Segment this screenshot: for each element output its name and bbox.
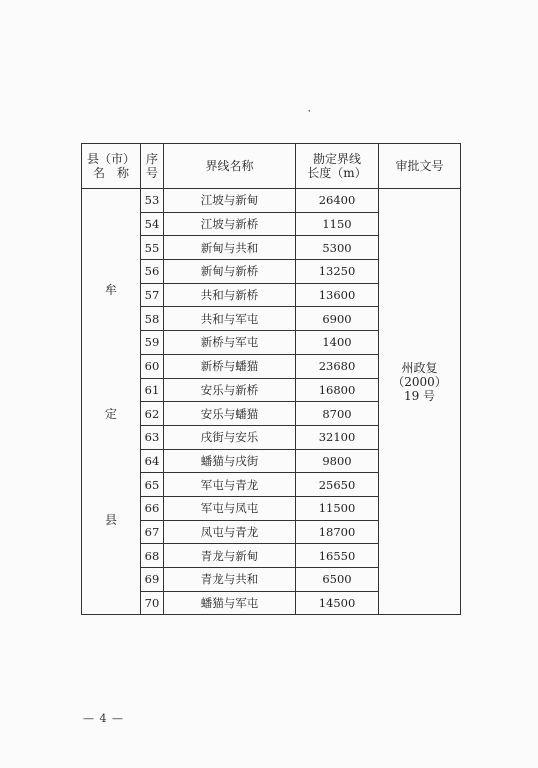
boundary-name-cell: 凤屯与青龙 (164, 520, 296, 544)
header-boundary-name: 界线名称 (164, 144, 296, 189)
boundary-name-cell: 新桥与蟠猫 (164, 354, 296, 378)
boundary-name-cell: 青龙与共和 (164, 568, 296, 592)
table-row (82, 189, 461, 213)
seq-cell: 60 (141, 354, 164, 378)
length-cell: 23680 (296, 354, 379, 378)
seq-cell: 56 (141, 260, 164, 284)
county-name-cell (82, 189, 141, 615)
boundary-table (81, 143, 461, 615)
county-char: 县 (104, 513, 117, 527)
length-cell: 6500 (296, 568, 379, 592)
scan-mark: ꞏ (308, 107, 311, 117)
length-cell: 5300 (296, 236, 379, 260)
header-length: 勘定界线 长度（m） (296, 144, 379, 189)
boundary-name-cell: 戌街与安乐 (164, 425, 296, 449)
approval-line: 19 号 (403, 388, 436, 403)
seq-cell: 55 (141, 236, 164, 260)
seq-cell: 70 (141, 591, 164, 615)
boundary-name-cell: 蟠猫与戌街 (164, 449, 296, 473)
length-cell: 11500 (296, 496, 379, 520)
header-seq: 序 号 (141, 144, 164, 189)
table-body (82, 189, 461, 615)
length-cell: 1400 (296, 331, 379, 355)
length-cell: 6900 (296, 307, 379, 331)
seq-cell: 66 (141, 496, 164, 520)
length-cell: 14500 (296, 591, 379, 615)
seq-cell: 64 (141, 449, 164, 473)
approval-line: （2000） (392, 374, 447, 389)
length-cell: 25650 (296, 473, 379, 497)
seq-cell: 62 (141, 402, 164, 426)
approval-line: 州政复 (401, 360, 438, 375)
boundary-name-cell: 蟠猫与军屯 (164, 591, 296, 615)
seq-cell: 69 (141, 568, 164, 592)
seq-cell: 58 (141, 307, 164, 331)
length-cell: 8700 (296, 402, 379, 426)
seq-cell: 63 (141, 425, 164, 449)
county-char: 牟 (104, 283, 117, 297)
header-county: 县（市） 名 称 (82, 144, 141, 189)
length-cell: 26400 (296, 189, 379, 213)
length-cell: 18700 (296, 520, 379, 544)
seq-cell: 54 (141, 212, 164, 236)
boundary-name-cell: 安乐与蟠猫 (164, 402, 296, 426)
boundary-name-cell: 新甸与新桥 (164, 260, 296, 284)
length-cell: 16550 (296, 544, 379, 568)
seq-cell: 67 (141, 520, 164, 544)
approval-number-cell (379, 189, 461, 615)
seq-cell: 57 (141, 283, 164, 307)
boundary-name-cell: 新甸与共和 (164, 236, 296, 260)
seq-cell: 68 (141, 544, 164, 568)
length-cell: 13250 (296, 260, 379, 284)
boundary-name-cell: 新桥与军屯 (164, 331, 296, 355)
length-cell: 1150 (296, 212, 379, 236)
seq-cell: 53 (141, 189, 164, 213)
table-header-row (82, 144, 461, 189)
boundary-name-cell: 军屯与凤屯 (164, 496, 296, 520)
county-char: 定 (104, 407, 117, 421)
length-cell: 32100 (296, 425, 379, 449)
boundary-name-cell: 江坡与新甸 (164, 189, 296, 213)
boundary-name-cell: 青龙与新甸 (164, 544, 296, 568)
length-cell: 9800 (296, 449, 379, 473)
boundary-name-cell: 共和与新桥 (164, 283, 296, 307)
page-number: — 4 — (83, 712, 124, 725)
seq-cell: 65 (141, 473, 164, 497)
seq-cell: 61 (141, 378, 164, 402)
boundary-name-cell: 安乐与新桥 (164, 378, 296, 402)
boundary-name-cell: 江坡与新桥 (164, 212, 296, 236)
seq-cell: 59 (141, 331, 164, 355)
boundary-name-cell: 军屯与青龙 (164, 473, 296, 497)
boundary-name-cell: 共和与军屯 (164, 307, 296, 331)
length-cell: 16800 (296, 378, 379, 402)
length-cell: 13600 (296, 283, 379, 307)
header-approval: 审批文号 (379, 144, 461, 189)
